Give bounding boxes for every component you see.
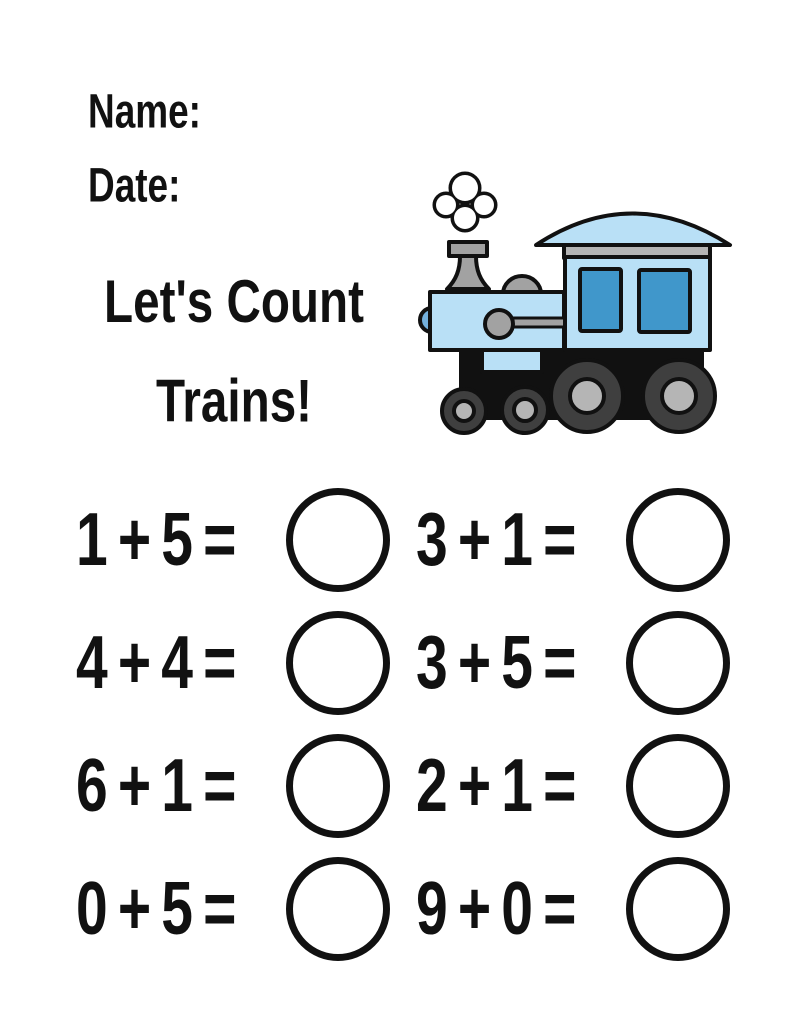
train-illustration [402, 168, 742, 448]
answer-circle[interactable] [286, 857, 390, 961]
math-problem [60, 847, 400, 970]
answer-circle[interactable] [286, 611, 390, 715]
cab-window-left [580, 269, 621, 331]
date-label: Date: [88, 158, 181, 213]
equation-text: 6 + 1 = [76, 743, 236, 828]
math-problem [60, 601, 400, 724]
answer-circle[interactable] [626, 734, 730, 838]
equation-text: 3 + 5 = [416, 620, 576, 705]
math-problem [400, 724, 740, 847]
equation-text: 0 + 5 = [76, 866, 236, 951]
answer-circle[interactable] [286, 488, 390, 592]
math-problem [400, 601, 740, 724]
smoke-puff-icon [436, 175, 494, 229]
smokestack [447, 242, 489, 289]
math-problem [400, 847, 740, 970]
math-problem [60, 724, 400, 847]
answer-circle[interactable] [286, 734, 390, 838]
problems-grid [60, 478, 740, 970]
math-problem [400, 478, 740, 601]
answer-circle[interactable] [626, 611, 730, 715]
equation-text: 1 + 5 = [76, 497, 236, 582]
equation-text: 2 + 1 = [416, 743, 576, 828]
equation-text: 4 + 4 = [76, 620, 236, 705]
name-label: Name: [88, 84, 201, 139]
equation-text: 3 + 1 = [416, 497, 576, 582]
train-svg [402, 168, 742, 448]
cab-window-right [639, 270, 690, 332]
answer-circle[interactable] [626, 857, 730, 961]
page-title-line1: Let's Count [104, 267, 364, 336]
math-problem [60, 478, 400, 601]
cab-roof [536, 214, 730, 246]
equation-text: 9 + 0 = [416, 866, 576, 951]
answer-circle[interactable] [626, 488, 730, 592]
page-title-line2: Trains! [155, 366, 313, 435]
step-plate [482, 350, 542, 372]
page-title [84, 252, 383, 451]
